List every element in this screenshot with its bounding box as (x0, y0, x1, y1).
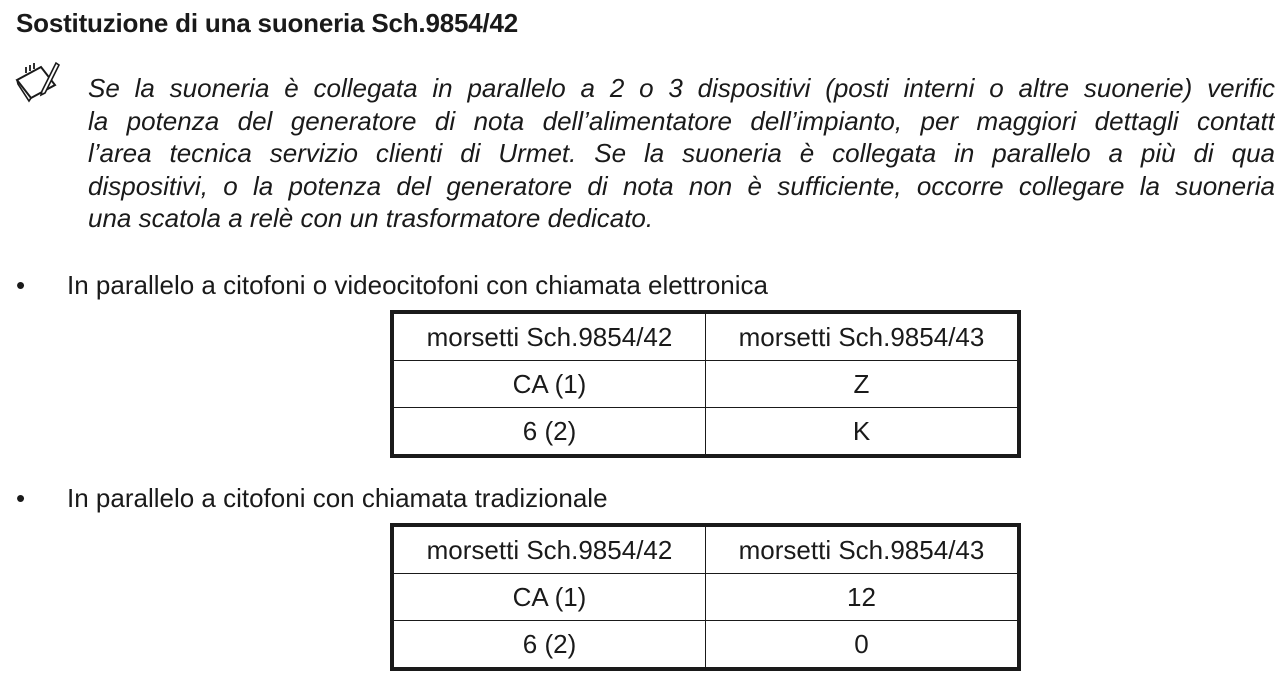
table-cell: 6 (2) (392, 408, 706, 457)
table-header-cell: morsetti Sch.9854/43 (706, 312, 1020, 361)
table-cell: K (706, 408, 1020, 457)
note-line: dispositivi, o la potenza del generatore di nota non è sufficiente, occorre collegare la suoneria (88, 170, 1275, 201)
table-cell: Z (706, 361, 1020, 408)
table-header-row (392, 525, 1019, 574)
bullet-item (16, 270, 768, 301)
table-row (392, 621, 1019, 670)
page-title: Sostituzione di una suoneria Sch.9854/42 (16, 8, 519, 38)
table-header-row (392, 312, 1019, 361)
bullet-label: In parallelo a citofoni o videocitofoni con chiamata elettronica (67, 270, 768, 300)
table-row (392, 574, 1019, 621)
terminal-table (390, 523, 1021, 671)
note-line: una scatola a relè con un trasformatore dedicato. (88, 203, 654, 233)
notepad-pencil-icon (14, 58, 60, 104)
terminal-table (390, 310, 1021, 458)
bullet-dot: • (16, 483, 26, 513)
note-line: la potenza del generatore di nota dell’alimentatore dell’impianto, per maggiori dettagli contatt (88, 105, 1275, 136)
table-header-cell: morsetti Sch.9854/42 (392, 312, 706, 361)
bullet-item (16, 483, 608, 514)
bullet-label: In parallelo a citofoni con chiamata tradizionale (67, 483, 608, 513)
bullet-dot: • (16, 270, 26, 300)
table-row (392, 408, 1019, 457)
note-text (88, 72, 1275, 235)
table-cell: 0 (706, 621, 1020, 670)
table-row (392, 361, 1019, 408)
table-header-cell: morsetti Sch.9854/43 (706, 525, 1020, 574)
table-cell: 12 (706, 574, 1020, 621)
table-cell: CA (1) (392, 361, 706, 408)
note-line: Se la suoneria è collegata in parallelo a 2 o 3 dispositivi (posti interni o altre suonerie) verific (88, 73, 1275, 103)
table-cell: CA (1) (392, 574, 706, 621)
note-line: l’area tecnica servizio clienti di Urmet. Se la suoneria è collegata in parallelo a più di qua (88, 138, 1275, 168)
table-cell: 6 (2) (392, 621, 706, 670)
table-header-cell: morsetti Sch.9854/42 (392, 525, 706, 574)
